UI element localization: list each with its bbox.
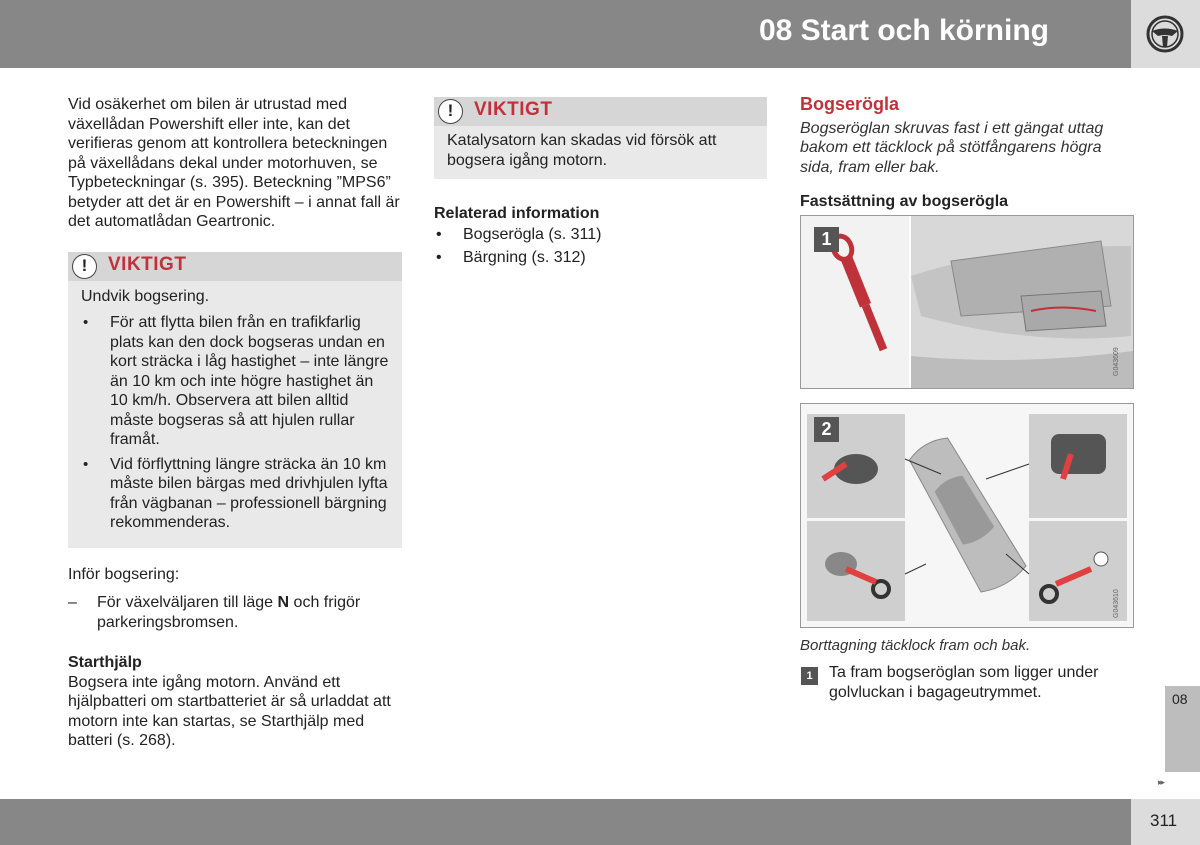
page-footer	[0, 799, 1200, 845]
figure-cover-caps	[800, 403, 1134, 628]
related-heading: Relaterad information	[434, 205, 600, 222]
warning-body	[434, 126, 767, 170]
warning-title: VIKTIGT	[474, 99, 553, 120]
exclamation-icon: !	[72, 254, 97, 279]
exclamation-icon: !	[438, 99, 463, 124]
chapter-title: 08 Start och körning	[758, 14, 1049, 47]
dash-text-prefix: För växelväljaren till läge	[97, 594, 274, 611]
warning-title: VIKTIGT	[108, 253, 187, 275]
starthelp-heading: Starthjälp	[68, 654, 142, 671]
page-number: 311	[1150, 811, 1178, 830]
chapter-side-tab[interactable]	[1165, 686, 1200, 772]
trunk-illustration	[801, 216, 1133, 388]
warning-header	[68, 252, 402, 281]
step-text: Ta fram bogseröglan som ligger under golvluckan i bagageutrymmet.	[829, 664, 1099, 701]
page-header	[0, 0, 1131, 68]
warning-box-towing	[68, 252, 402, 548]
column-3	[800, 95, 1136, 212]
before-towing-text: Inför bogsering:	[68, 565, 180, 583]
intro-paragraph: Vid osäkerhet om bilen är utrustad med växellådan Powershift eller inte, kan det verifieras genom att kontrollera beteckningen på växellådans dekal under motorhuven, se Typbeteckningar (s. 395). Beteckning ”MPS6” betyder att det är en Powershift – i annat fall är det automatlådan Geartronic.	[68, 96, 400, 230]
chapter-tab-label: 08	[1172, 691, 1188, 707]
chapter-icon-box	[1131, 0, 1200, 68]
cover-cap-illustration	[801, 404, 1133, 627]
related-link[interactable]: • Bärgning (s. 312)	[434, 248, 767, 268]
section-heading: Bogserögla	[800, 94, 900, 114]
figure-code: G043609	[1113, 347, 1120, 376]
column-2	[434, 95, 767, 268]
warning-box-catalyst	[434, 97, 767, 179]
step-number: 1	[801, 667, 818, 685]
page-number-box	[1131, 799, 1200, 845]
figure-tow-eye-trunk	[800, 215, 1134, 389]
column-1	[68, 95, 402, 751]
steering-wheel-icon	[1145, 14, 1185, 54]
fastening-heading: Fastsättning av bogserögla	[800, 193, 1009, 210]
dash-list-item	[68, 593, 402, 632]
dash-marker: –	[68, 594, 77, 611]
next-page-icon[interactable]: ▸▸	[1158, 777, 1164, 787]
figure-caption: Borttagning täcklock fram och bak.	[800, 637, 1031, 654]
warning-lead: Undvik bogsering.	[81, 287, 210, 305]
warning-body	[68, 281, 402, 533]
dash-text-suffix: och frigör parkeringsbromsen.	[97, 594, 361, 631]
gear-position-n: N	[277, 594, 290, 611]
step-item	[800, 663, 1130, 702]
warning-list-item: • För att flytta bilen från en trafikfarlig plats kan den dock bogseras undan en kort sträcka i låg hastighet – inte längre än 10 km och inte högre hastighet än 10 km/h. Observera att bilen alltid måste bogseras så att hjulen rullar framåt.	[81, 313, 390, 450]
figure-number-1: 1	[814, 227, 839, 252]
figure-number-2: 2	[814, 417, 839, 442]
figure-code: G043610	[1113, 589, 1120, 618]
section-intro: Bogseröglan skruvas fast i ett gängat uttag bakom ett täcklock på stötfångarens högra sida, fram eller bak.	[800, 119, 1104, 176]
related-list	[434, 225, 767, 268]
starthelp-text: Bogsera inte igång motorn. Använd ett hjälpbatteri om startbatteriet är så urladdat att motorn inte kan startas, se Starthjälp med batteri (s. 268).	[68, 673, 391, 749]
related-link[interactable]: • Bogserögla (s. 311)	[434, 225, 767, 245]
warning-list	[81, 313, 390, 533]
warning-header	[434, 97, 767, 126]
warning-list-item: • Vid förflyttning längre sträcka än 10 km måste bilen bärgas med drivhjulen lyfta från vägbanan – professionell bärgning rekommenderas.	[81, 455, 390, 533]
warning-text: Katalysatorn kan skadas vid försök att bogsera igång motorn.	[447, 132, 717, 169]
